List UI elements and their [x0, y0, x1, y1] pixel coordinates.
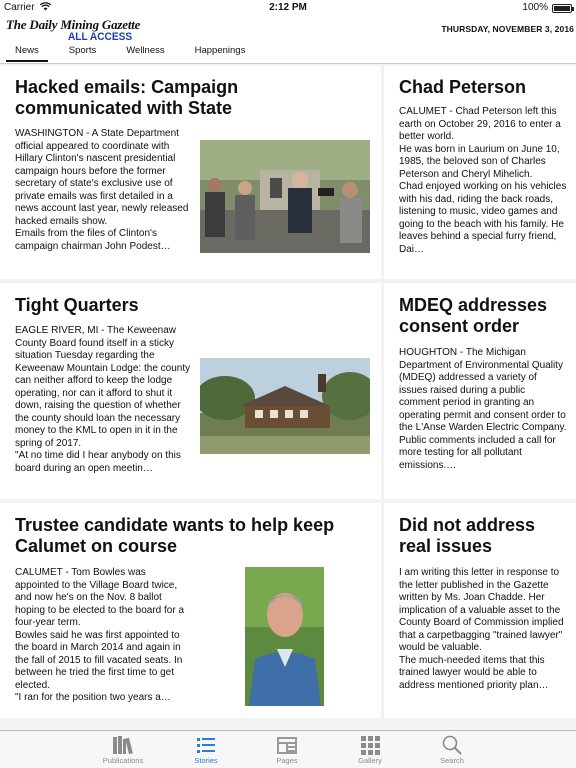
story-title: Did not address real issues	[399, 515, 536, 556]
tab-publications[interactable]	[83, 734, 163, 765]
list-icon	[166, 734, 246, 756]
tab-label: Stories	[194, 756, 218, 765]
story-title: Chad Peterson	[399, 77, 527, 97]
tab-happenings[interactable]: Happenings	[194, 45, 246, 56]
app-header	[0, 16, 576, 64]
story-title: MDEQ addresses consent order	[399, 295, 548, 336]
tab-pages[interactable]	[247, 734, 327, 765]
story-summary: CALUMET - Tom Bowles was appointed to the Village Board twice, and now he's on the Nov. 8 ballot hoping to be elected to the board for a four-year term. Bowles said he was first appointed to the board in March 2014 and again in the fall of 2015 to fill vacated seats. In between he tried the first time to get elected. "I ran for the position two years a…	[15, 567, 185, 703]
story-summary: CALUMET - Chad Peterson left this earth on October 29, 2016 to enter a better world. He was born in Laurium on June 10, 1985, the beloved son of Charles Peterson and Cheryl Mihelich. Chad enjoyed working on his vehicles with his dad, riding the back roads, listening to music, video games and going to the beach with his family. He leaves behind a special furry friend, Dai…	[399, 106, 567, 255]
tab-label: Publications	[102, 756, 144, 765]
tab-label: Search	[440, 756, 464, 765]
newspaper-icon	[247, 734, 327, 756]
masthead-title: The Daily Mining Gazette	[6, 17, 141, 32]
battery-percent: 100%	[522, 2, 548, 13]
clock: 2:12 PM	[269, 2, 307, 13]
tab-gallery[interactable]	[330, 734, 410, 765]
tab-wellness[interactable]: Wellness	[126, 45, 165, 56]
magnifier-icon	[412, 734, 492, 756]
grid-icon	[330, 734, 410, 756]
story-title: Hacked emails: Campaign communicated with State	[15, 77, 239, 118]
issue-date: THURSDAY, NOVEMBER 3, 2016	[441, 24, 574, 34]
tab-label: Gallery	[358, 756, 382, 765]
bottom-tab-bar	[0, 730, 576, 768]
story-card[interactable]	[384, 66, 576, 279]
story-card[interactable]	[0, 503, 381, 718]
story-card[interactable]	[0, 66, 381, 279]
section-tabs	[6, 44, 266, 62]
story-summary: I am writing this letter in response to the letter published in the Gazette written by Ms. Joan Chadde. Her implication of a valuable asset to the County Board of Commission implied that a carpetbagging "trained lawyer" would be valuable. The much-needed items that this trained lawyer would be able to address mentioned priority plan…	[399, 567, 564, 691]
story-summary: EAGLE RIVER, MI - The Keweenaw County Board found itself in a sticky situation Tuesday regarding the Keweenaw Mountain Lodge: the county can neither afford to keep the lodge operating, nor can it afford to shut it down, raising the question of whether the county should loan the necessary money to the KML to open in it in the spring of 2017. "At no time did I hear anybody on this board during an open meetin…	[15, 325, 191, 474]
status-bar	[0, 0, 576, 16]
story-photo	[200, 140, 370, 253]
tab-search[interactable]	[412, 734, 492, 765]
tab-label: Pages	[276, 756, 298, 765]
tab-news[interactable]: News	[6, 44, 48, 62]
story-title: Trustee candidate wants to help keep Calumet on course	[15, 515, 335, 556]
story-card[interactable]	[384, 503, 576, 718]
story-photo	[245, 567, 324, 706]
story-photo	[200, 358, 370, 454]
tab-sports[interactable]: Sports	[68, 45, 97, 56]
books-icon	[83, 734, 163, 756]
battery-icon	[552, 4, 572, 13]
story-summary: HOUGHTON - The Michigan Department of Environmental Quality (MDEQ) addressed a variety of issues raised during a public comment period in granting an operating permit and consent order to the L'Anse Warden Electric Company. Public comments included a call for more testing for all pollutant emissions.…	[399, 347, 567, 471]
story-card[interactable]	[0, 283, 381, 499]
masthead-logo[interactable]	[6, 17, 140, 43]
masthead-subtitle: ALL ACCESS	[68, 31, 133, 43]
story-title: Tight Quarters	[15, 295, 139, 315]
story-summary: WASHINGTON - A State Department official appeared to coordinate with Hillary Clinton's nascent presidential campaign hours before the former secretary of state's exclusive use of private emails was first detailed in a news account last year, newly released hacked emails show. Emails from the files of Clinton's campaign chairman John Podest…	[15, 128, 189, 252]
story-card[interactable]	[384, 283, 576, 499]
carrier-label: Carrier	[4, 2, 35, 13]
tab-stories[interactable]	[166, 734, 246, 765]
